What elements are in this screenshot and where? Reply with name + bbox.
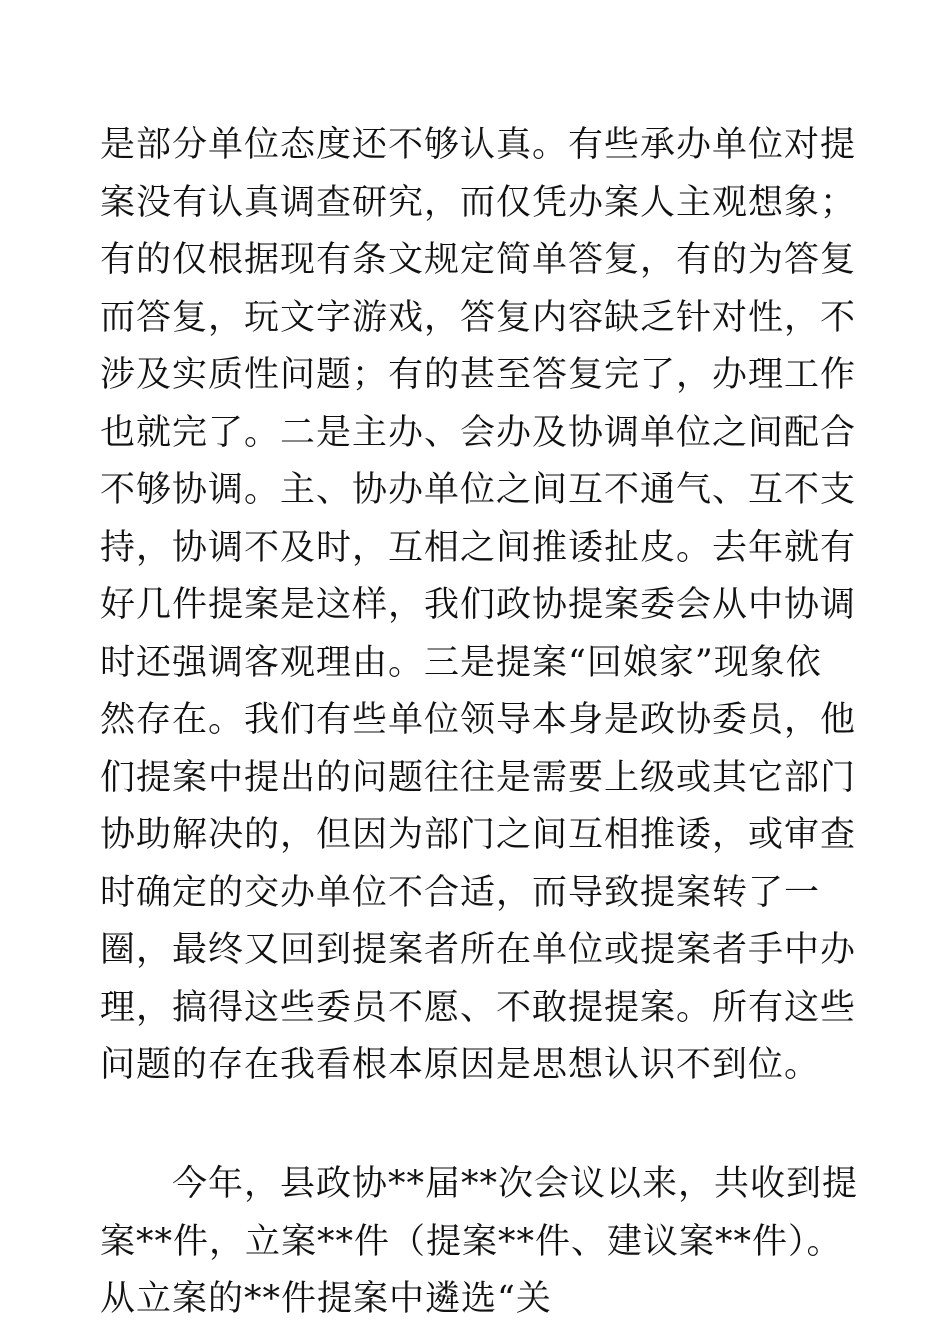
text-line: 案**件，立案**件（提案**件、建议案**件）。: [100, 1221, 843, 1262]
paragraph-2: [100, 1156, 859, 1329]
text-line: 也就完了。二是主办、会办及协调单位之间配合: [100, 412, 857, 453]
text-line: 圈，最终又回到提案者所在单位或提案者手中办: [100, 930, 857, 970]
text-line: 不够协调。主、协办单位之间互不通气、互不支: [100, 470, 857, 510]
paragraph-1: [100, 117, 857, 1095]
text-line: 今年，县政协**届**次会议以来，共收到提: [172, 1164, 859, 1204]
text-line: 问题的存在我看根本原因是思想认识不到位。: [100, 1045, 821, 1085]
text-line: 涉及实质性问题；有的甚至答复完了，办理工作: [100, 355, 857, 395]
text-line: 时还强调客观理由。三是提案“回娘家”现象依: [100, 642, 822, 683]
text-line: 案没有认真调查研究，而仅凭办案人主观想象；: [100, 182, 857, 223]
text-line: 是部分单位态度还不够认真。有些承办单位对提: [100, 125, 857, 165]
text-line: 而答复，玩文字游戏，答复内容缺乏针对性，不: [100, 297, 857, 338]
text-line: 们提案中提出的问题往往是需要上级或其它部门: [100, 757, 857, 798]
text-line: 有的仅根据现有条文规定简单答复，有的为答复: [100, 240, 857, 280]
text-line: 协助解决的，但因为部门之间互相推诿，或审查: [100, 815, 857, 855]
text-line: 时确定的交办单位不合适，而导致提案转了一: [100, 872, 821, 913]
text-line: 持，协调不及时，互相之间推诿扯皮。去年就有: [100, 527, 857, 568]
text-line: 从立案的**件提案中遴选“关: [100, 1279, 552, 1319]
text-line: 然存在。我们有些单位领导本身是政协委员，他: [100, 700, 857, 740]
text-line: 理，搞得这些委员不愿、不敢提提案。所有这些: [100, 987, 857, 1028]
text-line: 好几件提案是这样，我们政协提案委会从中协调: [100, 585, 857, 625]
